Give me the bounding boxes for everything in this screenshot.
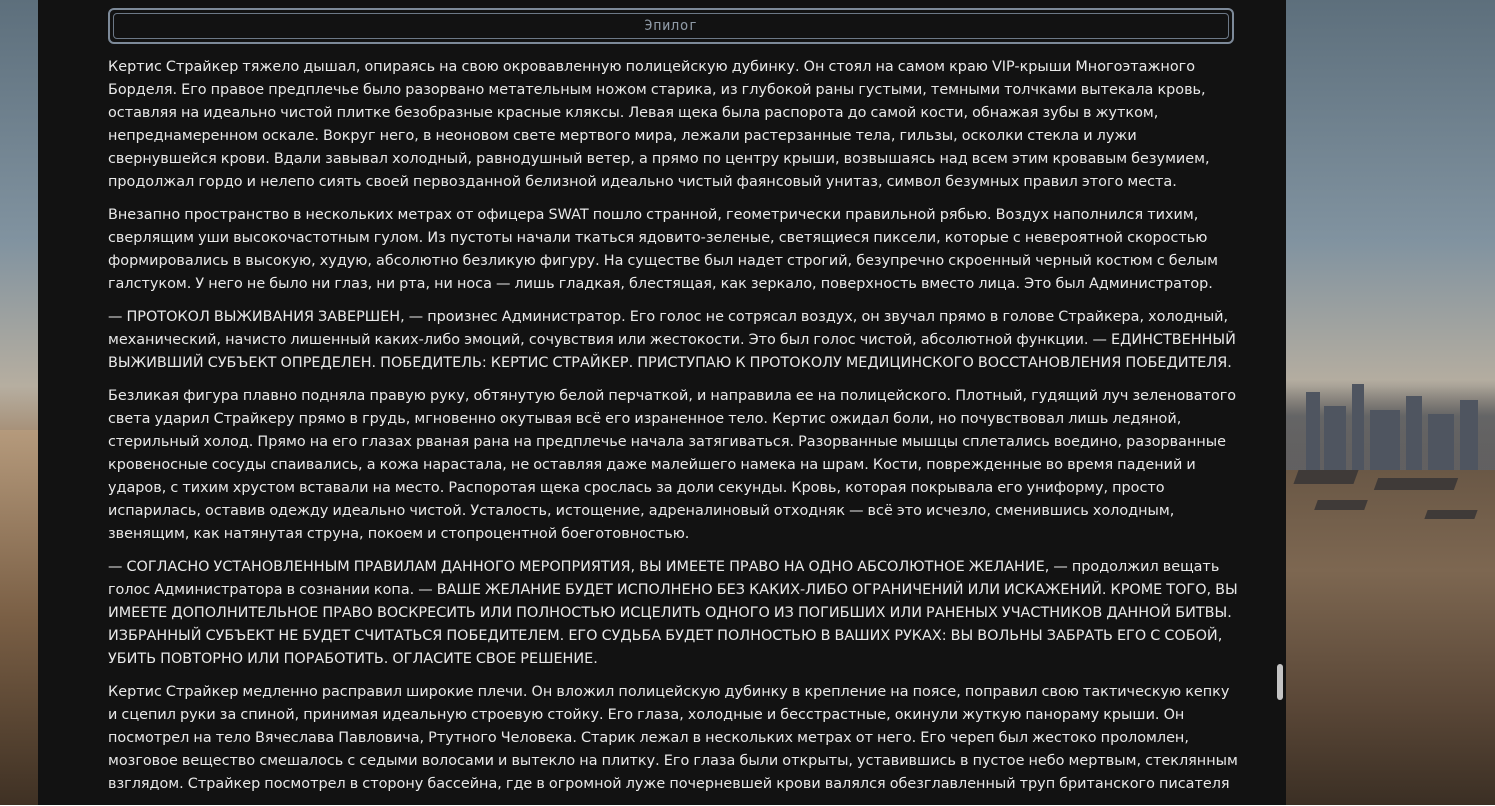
story-paragraph: Безликая фигура плавно подняла правую руку, обтянутую белой перчаткой, и направила ее на полицейского. Плотный, гудящий луч зеленоватого света ударил Страйкеру прямо в грудь, мгновенно окутывая всё его израненное тело. Кертис ожидал боли, но почувствовал лишь ледяной, стерильный холод. Прямо на его глазах рваная рана на предплечье начала затягиваться. Разорванные мышцы сплетались воедино, разорванные кровеносные сосуды спаивались, а кожа нарастала, не оставляя даже малейшего намека на шрам. Кости, поврежденные во время падений и ударов, с тихим хрустом вставали на место. Распоротая щека срослась за доли секунды. Кровь, которая покрывала его униформу, просто испарилась, оставив одежду идеально чистой. Усталость, истощение, адреналиновый отходняк — всё это исчезло, сменившись холодным, звенящим, как натянутая струна, покоем и стопроцентной боеготовностью.	[108, 388, 1237, 542]
background-desert-left	[0, 430, 40, 805]
story-paragraph: Кертис Страйкер медленно расправил широкие плечи. Он вложил полицейскую дубинку в крепление на поясе, поправил свою тактическую кепку и сцепил руки за спиной, принимая идеальную строевую стойку. Его глаза, холодные и бесстрастные, окинули жуткую панораму крыши. Он посмотрел на тело Вячеслава Павловича, Ртутного Человека. Старик лежал в нескольких метрах от него. Его череп был жестоко проломлен, мозговое вещество смешалось с седыми волосами и вытекло на плитку. Его глаза были открыты, уставившись в пустое небо мертвым, стеклянным взглядом. Страйкер посмотрел в сторону бассейна, где в огромной луже почерневшей крови валялся обезглавленный труп британского писателя	[108, 684, 1238, 792]
reader-panel	[38, 0, 1286, 805]
chapter-header[interactable]	[108, 8, 1234, 44]
chapter-title: Эпилог	[644, 18, 698, 34]
story-paragraph: Кертис Страйкер тяжело дышал, опираясь на свою окровавленную полицейскую дубинку. Он стоял на самом краю VIP-крыши Многоэтажного Борделя. Его правое предплечье было разорвано метательным ножом старика, из глубокой раны густыми, темными толчками вытекала кровь, оставляя на идеально чистой плитке безобразные красные кляксы. Левая щека была распорота до самой кости, обнажая зубы в жутком, непреднамеренном оскале. Вокруг него, в неоновом свете мертвого мира, лежали растерзанные тела, гильзы, осколки стекла и лужи свернувшейся крови. Вдали завывал холодный, равнодушный ветер, а прямо по центру крыши, возвышаясь над всем этим кровавым безумием, продолжал гордо и нелепо сиять своей первозданной белизной идеально чистый фаянсовый унитаз, символ безумных правил этого места.	[108, 59, 1210, 190]
story-paragraph: — СОГЛАСНО УСТАНОВЛЕННЫМ ПРАВИЛАМ ДАННОГО МЕРОПРИЯТИЯ, ВЫ ИМЕЕТЕ ПРАВО НА ОДНО АБСОЛЮТНОЕ ЖЕЛАНИЕ, — продолжил вещать голос Администратора в сознании копа. — ВАШЕ ЖЕЛАНИЕ БУДЕТ ИСПОЛНЕНО БЕЗ КАКИХ-ЛИБО ОГРАНИЧЕНИЙ ИЛИ ИСКАЖЕНИЙ. КРОМЕ ТОГО, ВЫ ИМЕЕТЕ ДОПОЛНИТЕЛЬНОЕ ПРАВО ВОСКРЕСИТЬ ИЛИ ПОЛНОСТЬЮ ИСЦЕЛИТЬ ОДНОГО ИЗ ПОГИБШИХ ИЛИ РАНЕНЫХ УЧАСТНИКОВ ДАННОЙ БИТВЫ. ИЗБРАННЫЙ СУБЪЕКТ НЕ БУДЕТ СЧИТАТЬСЯ ПОБЕДИТЕЛЕМ. ЕГО СУДЬБА БУДЕТ ПОЛНОСТЬЮ В ВАШИХ РУКАХ: ВЫ ВОЛЬНЫ ЗАБРАТЬ ЕГО С СОБОЙ, УБИТЬ ПОВТОРНО ИЛИ ПОРАБОТИТЬ. ОГЛАСИТЕ СВОЕ РЕШЕНИЕ.	[108, 559, 1238, 667]
background-ground-right	[1286, 470, 1495, 805]
story-text	[108, 56, 1238, 806]
story-paragraph: — ПРОТОКОЛ ВЫЖИВАНИЯ ЗАВЕРШЕН, — произнес Администратор. Его голос не сотрясал воздух, он звучал прямо в голове Страйкера, холодный, механический, начисто лишенный каких-либо эмоций, сочувствия или жестокости. Это был голос чистой, абсолютной функции. — ЕДИНСТВЕННЫЙ ВЫЖИВШИЙ СУБЪЕКТ ОПРЕДЕЛЕН. ПОБЕДИТЕЛЬ: КЕРТИС СТРАЙКЕР. ПРИСТУПАЮ К ПРОТОКОЛУ МЕДИЦИНСКОГО ВОССТАНОВЛЕНИЯ ПОБЕДИТЕЛЯ.	[108, 309, 1236, 371]
scrollbar-thumb[interactable]	[1277, 664, 1283, 700]
story-paragraph: Внезапно пространство в нескольких метрах от офицера SWAT пошло странной, геометрически правильной рябью. Воздух наполнился тихим, сверлящим уши высокочастотным гулом. Из пустоты начали ткаться ядовито-зеленые, светящиеся пиксели, которые с невероятной скоростью формировались в высокую, худую, абсолютно безликую фигуру. На существе был надет строгий, безупречно скроенный черный костюм с белым галстуком. У него не было ни глаз, ни рта, ни носа — лишь гладкая, блестящая, как зеркало, поверхность вместо лица. Это был Администратор.	[108, 207, 1218, 292]
